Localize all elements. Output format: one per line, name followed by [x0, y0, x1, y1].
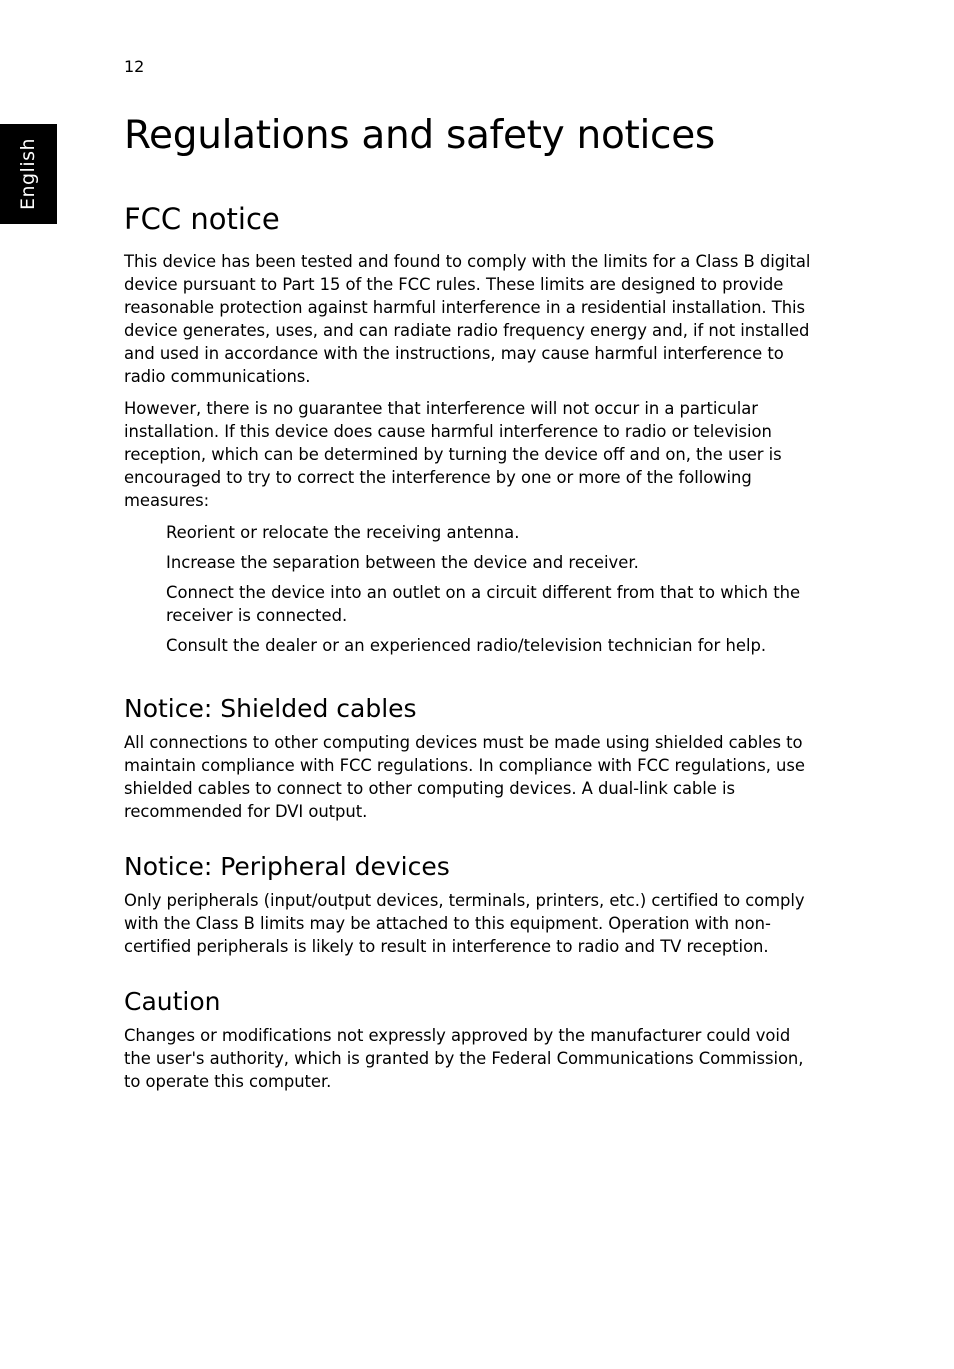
list-item: Reorient or relocate the receiving antenna. — [166, 523, 520, 542]
caution-body: Changes or modifications not expressly approved by the manufacturer could void the user's authority, which is granted by the Federal Communications Commission, to operate this computer. — [124, 1026, 804, 1091]
shielded-cables-title: Notice: Shielded cables — [124, 694, 417, 723]
shielded-cables-section — [124, 693, 814, 823]
language-tab — [0, 124, 57, 224]
list-item: Connect the device into an outlet on a circuit different from that to which the receiver is connected. — [166, 583, 801, 625]
peripheral-devices-section — [124, 851, 814, 958]
page-title: Regulations and safety notices — [124, 113, 715, 158]
list-item: Consult the dealer or an experienced radio/television technician for help. — [166, 636, 767, 655]
page-content — [124, 110, 814, 1102]
peripheral-devices-body: Only peripherals (input/output devices, terminals, printers, etc.) certified to comply with the Class B limits may be attached to this equipment. Operation with non-certified peripherals is likely to result in interference to radio and TV reception. — [124, 891, 805, 956]
caution-section — [124, 986, 814, 1093]
fcc-notice-title: FCC notice — [124, 202, 280, 236]
peripheral-devices-title: Notice: Peripheral devices — [124, 852, 450, 881]
fcc-paragraph-1: This device has been tested and found to comply with the limits for a Class B digital device pursuant to Part 15 of the FCC rules. These limits are designed to provide reasonable protection against harmful interference in a residential installation. This device generates, uses, and can radiate radio frequency energy and, if not installed and used in accordance with the instructions, may cause harmful interference to radio communications. — [124, 252, 811, 386]
shielded-cables-body: All connections to other computing devices must be made using shielded cables to maintain compliance with FCC regulations. In compliance with FCC regulations, use shielded cables to connect to other computing devices. A dual-link cable is recommended for DVI output. — [124, 733, 805, 821]
fcc-paragraph-2: However, there is no guarantee that interference will not occur in a particular installation. If this device does cause harmful interference to radio or television reception, which can be determined by turning the device off and on, the user is encouraged to try to correct the interference by one or more of the following measures: — [124, 399, 782, 510]
page-number: 12 — [124, 57, 145, 76]
fcc-measures-list — [166, 521, 814, 657]
list-item: Increase the separation between the device and receiver. — [166, 553, 639, 572]
caution-title: Caution — [124, 987, 221, 1016]
fcc-notice-section — [124, 200, 814, 657]
language-tab-label: English — [17, 137, 40, 211]
